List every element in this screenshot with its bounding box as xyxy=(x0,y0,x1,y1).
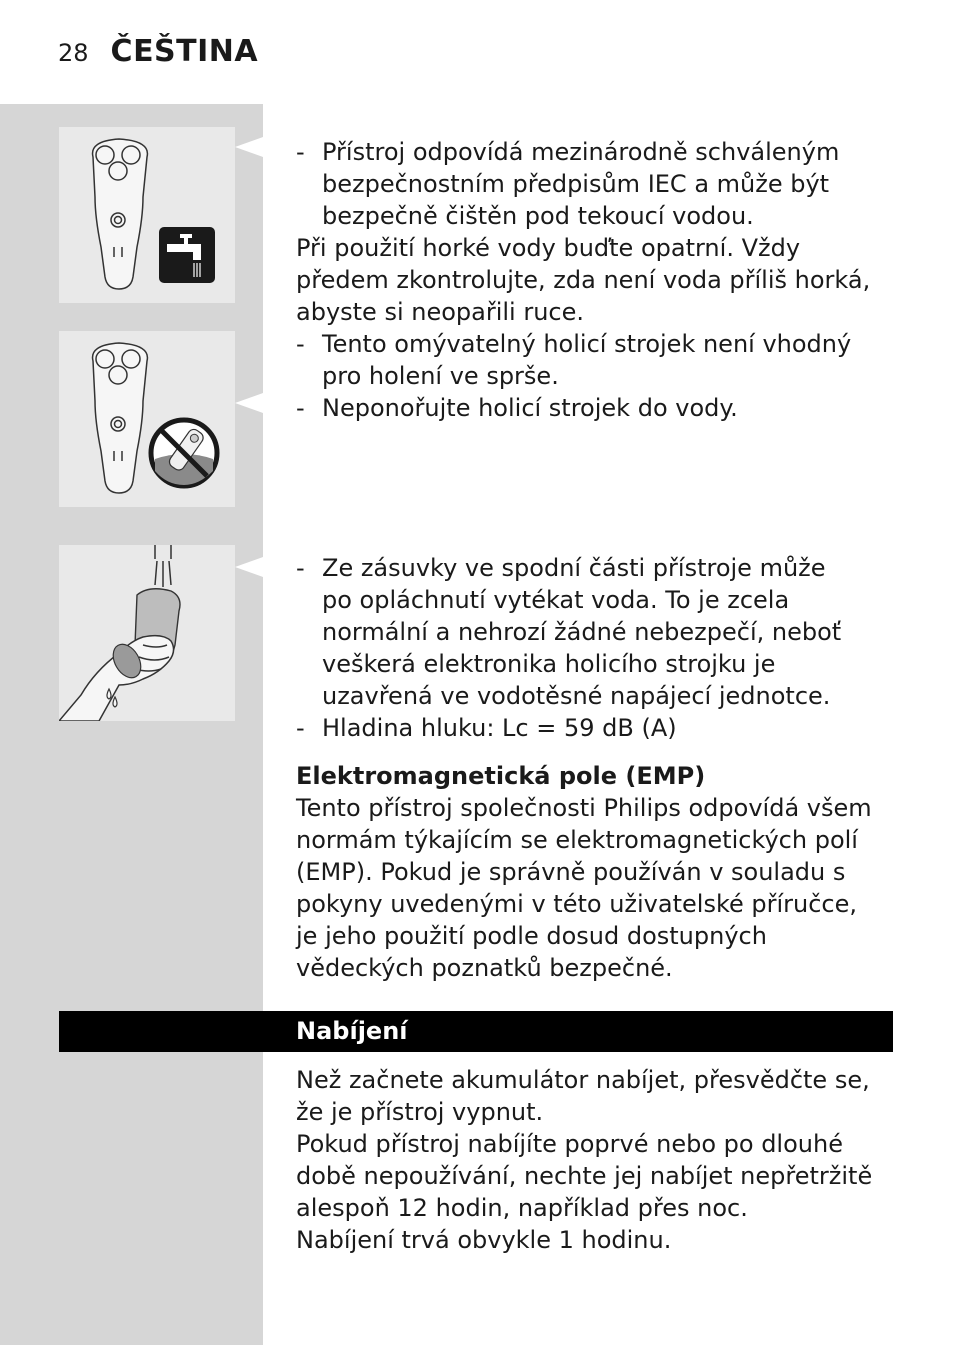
illustration-pointer xyxy=(235,137,263,157)
section-title-bar xyxy=(59,1011,893,1052)
safety-section xyxy=(296,136,896,424)
charging-paragraph-1: Než začnete akumulátor nabíjet, přesvědčte se, že je přístroj vypnut. xyxy=(296,1066,870,1126)
emp-heading: Elektromagnetická pole (EMP) xyxy=(296,762,706,790)
charging-paragraph-3: Nabíjení trvá obvykle 1 hodinu. xyxy=(296,1226,672,1254)
charging-title: Nabíjení xyxy=(296,1017,408,1045)
list-item: - Přístroj odpovídá mezinárodně schváleným bezpečnostním předpisům IEC a může být bezpečně čištěn pod tekoucí vodou. xyxy=(296,138,840,230)
list-item: - Hladina hluku: Lc = 59 dB (A) xyxy=(296,714,677,742)
water-drain-section xyxy=(296,552,856,744)
list-item: - Tento omývatelný holicí strojek není vhodný pro holení ve sprše. xyxy=(296,330,852,390)
no-immersion-icon xyxy=(151,420,217,486)
emp-section xyxy=(296,760,876,984)
charging-paragraph-2: Pokud přístroj nabíjíte poprvé nebo po dlouhé době nepoužívání, nechte jej nabíjet nepřetržitě alespoň 12 hodin, například přes noc. xyxy=(296,1130,873,1222)
rinsing-drawing xyxy=(59,545,235,721)
illustration-pointer xyxy=(235,393,263,413)
list-item: - Neponořujte holicí strojek do vody. xyxy=(296,394,738,422)
illustration-shaver-no-water xyxy=(59,331,235,507)
emp-text: Tento přístroj společnosti Philips odpovídá všem normám týkajícím se elektromagnetických polí (EMP). Pokud je správně používán v souladu s pokyny uvedenými v této uživatelské příručce, je jeho použití podle dosud dostupných vědeckých poznatků bezpečné. xyxy=(296,794,872,982)
list-item: - Ze zásuvky ve spodní části přístroje může po opláchnutí vytékat voda. To je zcela normální a nehrozí žádné nebezpečí, neboť veškerá elektronika holicího strojku je uzavřená ve vodotěsné napájecí jednotce. xyxy=(296,554,842,710)
illustration-pointer xyxy=(235,557,263,577)
page-header xyxy=(58,34,258,74)
illustration-shaver-tap xyxy=(59,127,235,303)
charging-section xyxy=(296,1064,901,1256)
illustration-rinsing xyxy=(59,545,235,721)
shaver-tap-drawing xyxy=(59,127,235,303)
hot-water-warning: Při použití horké vody buďte opatrní. Vždy předem zkontrolujte, zda není voda příliš horká, abyste si neopařili ruce. xyxy=(296,234,871,326)
language-title: ČEŠTINA xyxy=(110,34,259,69)
shaver-no-water-drawing xyxy=(59,331,235,507)
page-number: 28 xyxy=(58,39,89,67)
